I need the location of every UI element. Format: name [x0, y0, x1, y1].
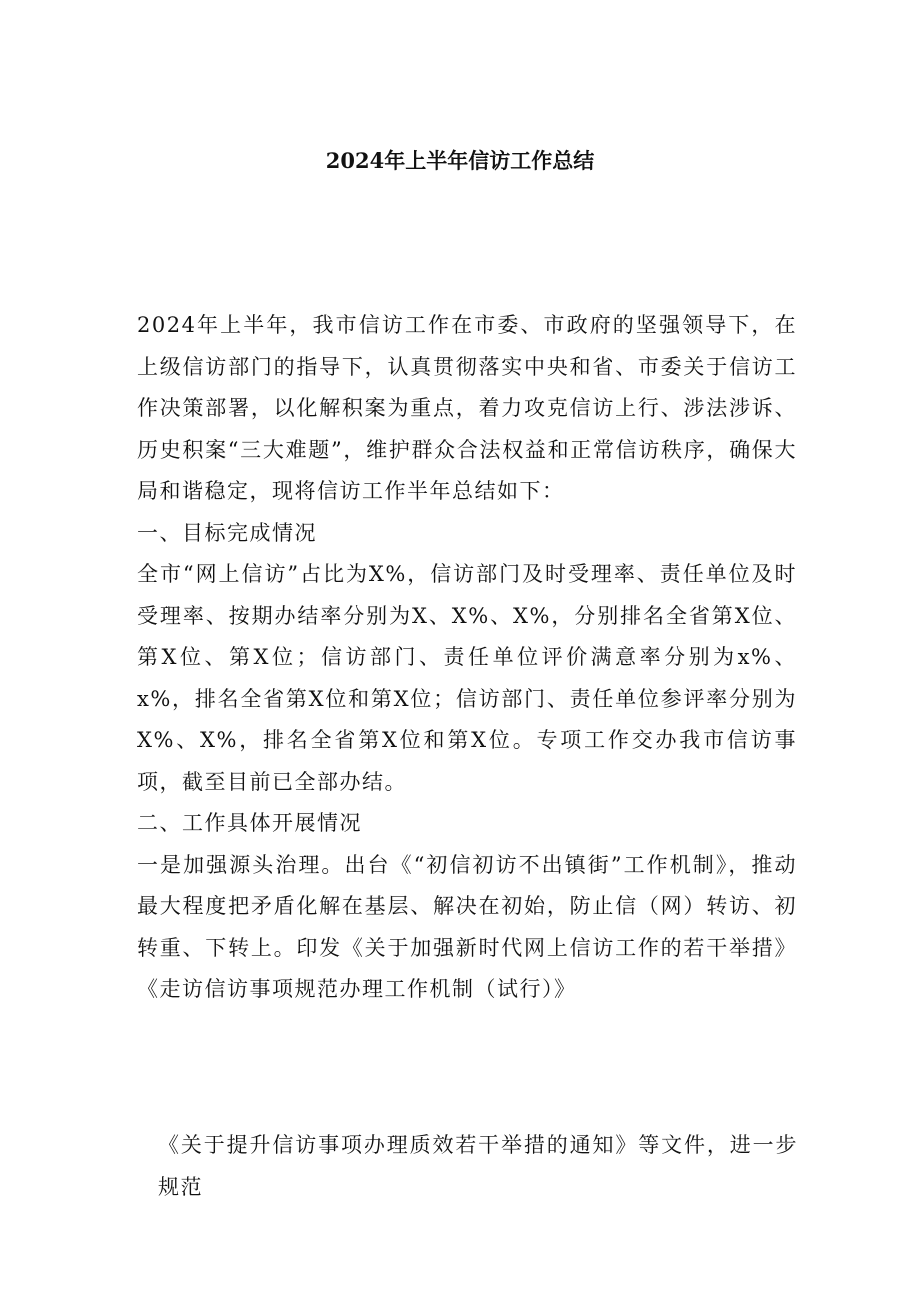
- document-title: 2024年上半年信访工作总结: [325, 148, 595, 173]
- goals-paragraph: 全市“网上信访”占比为X%，信访部门及时受理率、责任单位及时受理率、按期办结率分别为X、X%、X%，分别排名全省第X位、第X位、第X位；信访部门、责任单位评价满意率分别为x%、x%，排名全省第X位和第X位；信访部门、责任单位参评率分别为X%、X%，排名全省第X位和第X位。专项工作交办我市信访事项，截至目前已全部办结。: [137, 562, 797, 794]
- work-paragraph: 一是加强源头治理。出台《“初信初访不出镇街”工作机制》，推动最大程度把矛盾化解在基层、解决在初始，防止信（网）转访、初转重、下转上。印发《关于加强新时代网上信访工作的若干举措》《走访信访事项规范办理工作机制（试行）》: [137, 852, 797, 1001]
- section-heading-goals: 一、目标完成情况: [137, 520, 317, 545]
- document-body: [137, 305, 797, 1011]
- intro-paragraph: 2024年上半年，我市信访工作在市委、市政府的坚强领导下，在上级信访部门的指导下，认真贯彻落实中央和省、市委关于信访工作决策部署，以化解积案为重点，着力攻克信访上行、涉法涉诉、历史积案“三大难题”，维护群众合法权益和正常信访秩序，确保大局和谐稳定，现将信访工作半年总结如下：: [137, 313, 797, 503]
- section-heading-work: 二、工作具体开展情况: [137, 811, 362, 835]
- continuation-paragraph: 《关于提升信访事项办理质效若干举措的通知》等文件，进一步规范: [158, 1133, 798, 1199]
